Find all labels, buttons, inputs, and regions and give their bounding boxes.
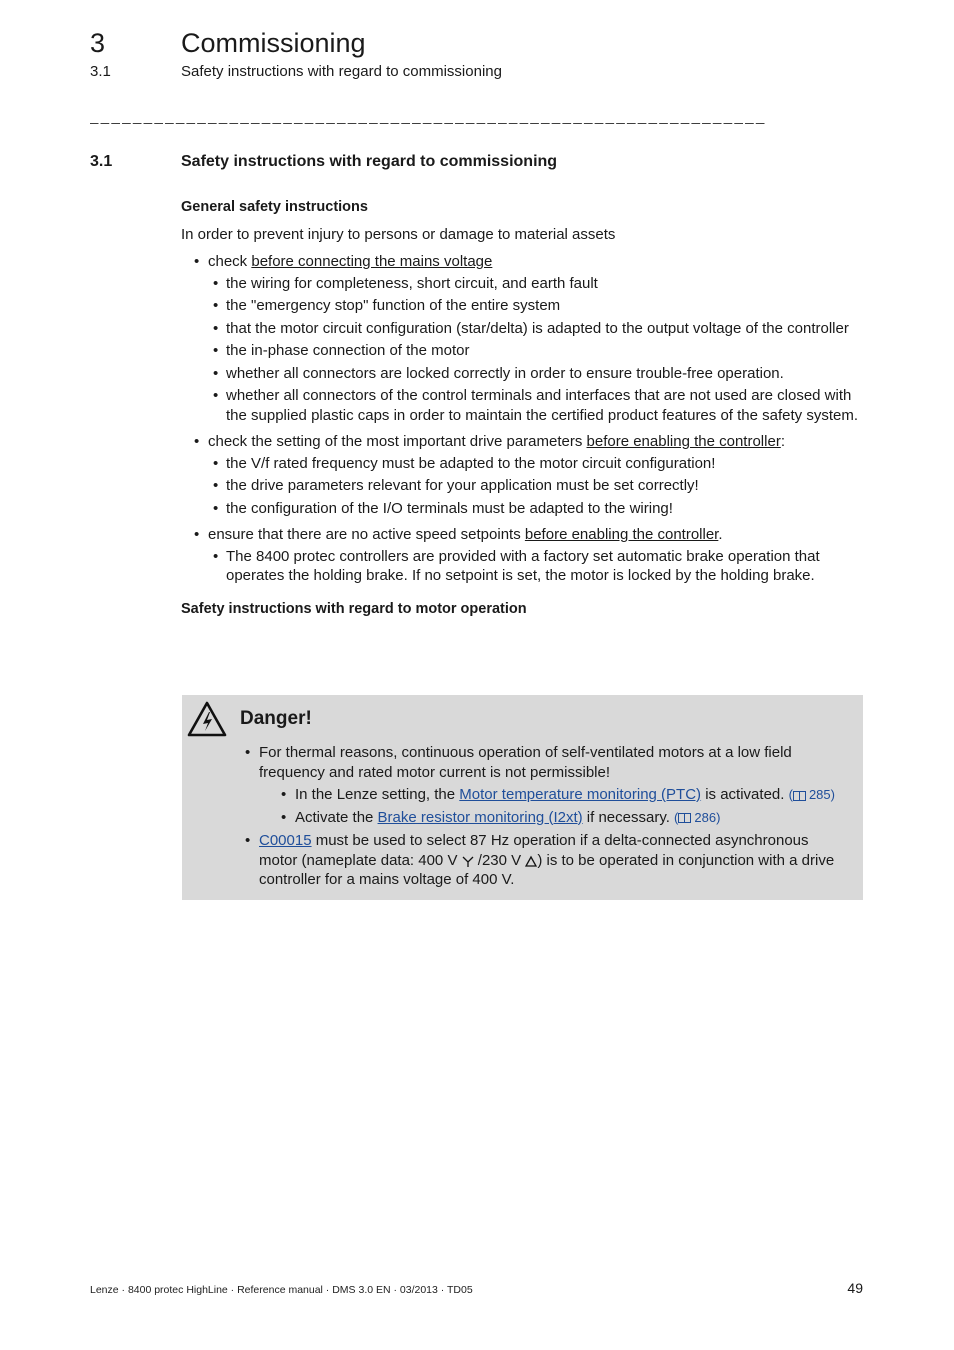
sub-list (208, 547, 863, 586)
item-text: /230 V (473, 851, 526, 869)
page-number: 49 (847, 1280, 863, 1296)
item-text: ensure that there are no active speed setpoints (208, 526, 525, 543)
danger-list (241, 743, 851, 894)
footer-text: Lenze · 8400 protec HighLine · Reference manual · DMS 3.0 EN · 03/2013 · TD05 (90, 1284, 473, 1296)
list-item: • the V/f rated frequency must be adapted to the motor circuit configuration! (208, 454, 863, 474)
danger-title: Danger! (240, 708, 312, 729)
ptc-monitoring-link[interactable]: Motor temperature monitoring (PTC) (459, 786, 702, 803)
list-item (259, 785, 851, 805)
list-item: • whether all connectors are locked correctly in order to ensure trouble-free operation. (208, 364, 863, 384)
list-item (241, 743, 851, 827)
list-item (181, 252, 863, 425)
main-content (181, 198, 863, 626)
item-text: must be used to select 87 Hz operation if a delta-connected asynchronous motor (nameplate data: 400 V (259, 832, 809, 869)
section-title: Safety instructions with regard to commissioning (181, 153, 558, 170)
list-item: • The 8400 protec controllers are provided with a factory set automatic brake operation that operates the holding brake. If no setpoint is set, the motor is locked by the holding brake. (208, 547, 863, 586)
danger-text: For thermal reasons, continuous operation of self-ventilated motors at a low field frequency and rated motor current is not permissible! (259, 744, 792, 781)
item-text: ) is to be operated in conjunction with a drive controller for a mains voltage of 400 V. (259, 851, 835, 888)
ref-page: 285 (808, 787, 831, 802)
list-item: • the wiring for completeness, short circuit, and earth fault (208, 274, 863, 294)
list-item (181, 432, 863, 518)
ref-open: ( (674, 809, 679, 825)
list-item: • the configuration of the I/O terminals must be adapted to the wiring! (208, 499, 863, 519)
general-safety-heading: General safety instructions (181, 199, 368, 215)
book-icon (678, 813, 691, 823)
item-text: check the setting of the most important drive parameters (208, 433, 587, 450)
sub-list (259, 785, 851, 827)
item-text: is activated. (701, 786, 789, 803)
ref-page: 286 (694, 809, 717, 825)
list-item: • that the motor circuit configuration (star/delta) is adapted to the output voltage of the controller (208, 319, 863, 339)
chapter-title: Commissioning (181, 28, 366, 58)
item-suffix: : (780, 433, 785, 450)
item-text: if necessary. (582, 808, 675, 826)
list-item: • the in-phase connection of the motor (208, 341, 863, 361)
header-section-title: Safety instructions with regard to commissioning (181, 63, 502, 80)
list-item (259, 808, 851, 828)
list-item: • the "emergency stop" function of the entire system (208, 296, 863, 316)
item-emphasis: before enabling the controller (586, 433, 781, 450)
star-connection-icon (462, 854, 474, 868)
item-text: In the Lenze setting, the (295, 786, 460, 803)
general-intro: In order to prevent injury to persons or damage to material assets (181, 225, 616, 243)
item-emphasis: before connecting the mains voltage (251, 253, 493, 270)
book-icon (793, 791, 806, 801)
sub-list (208, 454, 863, 519)
general-safety-list (181, 252, 863, 586)
list-item: • the drive parameters relevant for your application must be set correctly! (208, 476, 863, 496)
item-suffix: . (718, 526, 723, 543)
list-item (181, 525, 863, 586)
list-item (241, 831, 851, 890)
danger-box (182, 695, 863, 900)
motor-operation-heading: Safety instructions with regard to motor operation (181, 600, 527, 617)
brake-resistor-monitoring-link[interactable]: Brake resistor monitoring (I2xt) (377, 808, 583, 826)
item-text: Activate the (295, 808, 378, 826)
ref-close: ) (716, 809, 721, 825)
c00015-link[interactable]: C00015 (259, 832, 312, 849)
header-divider: _______________________________________________________________ (90, 108, 767, 125)
ref-close: ) (830, 787, 835, 802)
item-emphasis: before enabling the controller (524, 526, 719, 543)
high-voltage-warning-icon (186, 700, 228, 738)
header-section-number: 3.1 (90, 63, 111, 80)
chapter-number: 3 (90, 28, 106, 58)
list-item: • whether all connectors of the control terminals and interfaces that are not used are closed with the supplied plastic caps in order to maintain the certified product features of the safety system. (208, 386, 863, 425)
ref-open: ( (788, 787, 793, 802)
section-number: 3.1 (90, 153, 113, 170)
sub-list (208, 274, 863, 426)
item-text: check (208, 253, 252, 270)
delta-connection-icon (525, 854, 537, 868)
page-reference-link[interactable] (789, 787, 835, 802)
page-reference-link[interactable] (674, 810, 720, 825)
